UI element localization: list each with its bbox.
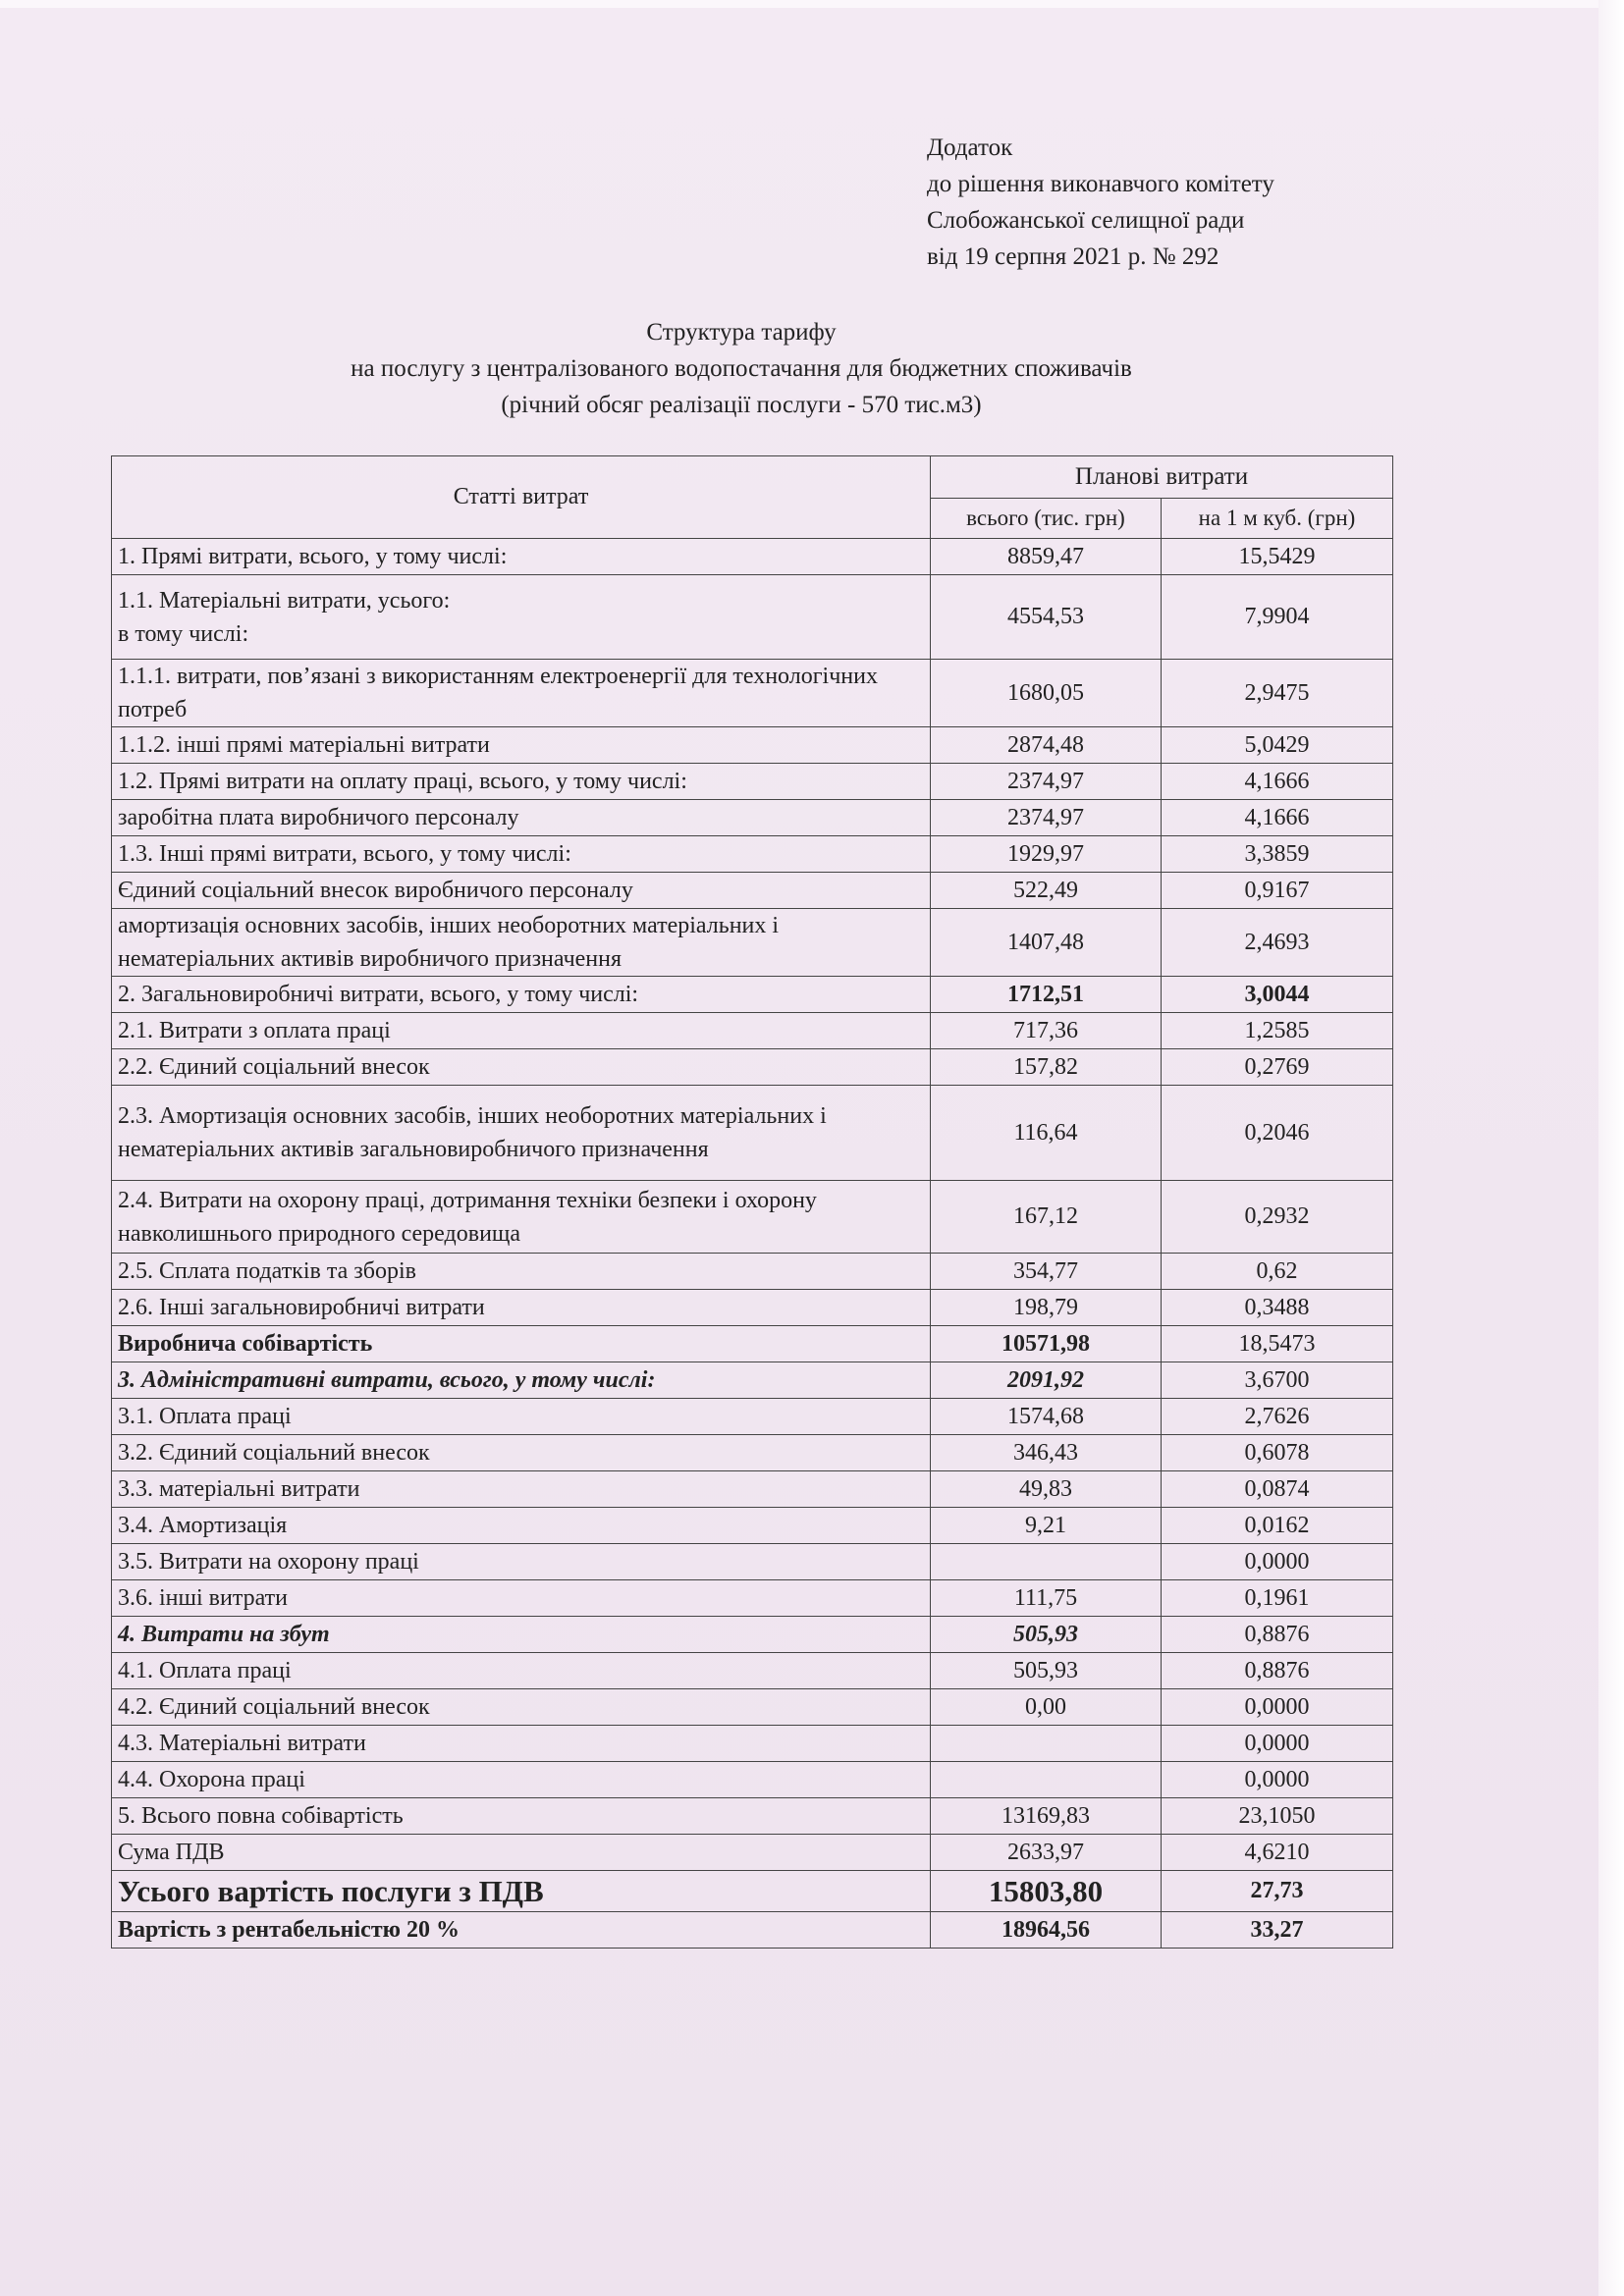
row-total: 198,79: [931, 1290, 1162, 1326]
table-row: [112, 1435, 1393, 1471]
row-total: 1680,05: [931, 660, 1162, 727]
row-label: 2.1. Витрати з оплата праці: [112, 1013, 931, 1049]
header-per-unit: на 1 м куб. (грн): [1162, 499, 1393, 539]
row-label: Вартість з рентабельністю 20 %: [112, 1912, 931, 1949]
row-per-unit: 2,4693: [1162, 909, 1393, 977]
table-row: [112, 977, 1393, 1013]
row-label: 3. Адміністративні витрати, всього, у тому числі:: [112, 1362, 931, 1399]
table-row: [112, 1689, 1393, 1726]
row-label: 1.2. Прямі витрати на оплату праці, всього, у тому числі:: [112, 764, 931, 800]
row-per-unit: 7,9904: [1162, 575, 1393, 660]
title-line-1: Структура тарифу: [646, 319, 837, 346]
row-per-unit: 0,2769: [1162, 1049, 1393, 1086]
row-total: 4554,53: [931, 575, 1162, 660]
row-label: 2.5. Сплата податків та зборів: [112, 1254, 931, 1290]
table-row: [112, 1871, 1393, 1912]
row-total: 10571,98: [931, 1326, 1162, 1362]
row-total: 346,43: [931, 1435, 1162, 1471]
row-total: 2091,92: [931, 1362, 1162, 1399]
row-label: 5. Всього повна собівартість: [112, 1798, 931, 1835]
table-row: [112, 1362, 1393, 1399]
tariff-structure-table: [111, 455, 1393, 1949]
row-per-unit: 3,6700: [1162, 1362, 1393, 1399]
row-per-unit: 2,7626: [1162, 1399, 1393, 1435]
row-label: 1.3. Інші прямі витрати, всього, у тому числі:: [112, 836, 931, 873]
table-row: [112, 836, 1393, 873]
row-label: 2.3. Амортизація основних засобів, інших необоротних матеріальних і нематеріальних активів загальновиробничого призначення: [112, 1086, 931, 1181]
table-row: [112, 660, 1393, 727]
row-total: 1407,48: [931, 909, 1162, 977]
table-row: [112, 1762, 1393, 1798]
table-row: [112, 1399, 1393, 1435]
row-total: 49,83: [931, 1471, 1162, 1508]
row-total: 157,82: [931, 1049, 1162, 1086]
table-row: [112, 1086, 1393, 1181]
table-row: [112, 1471, 1393, 1508]
title-line-3: (річний обсяг реалізації послуги - 570 тис.м3): [501, 392, 982, 418]
row-total: [931, 1726, 1162, 1762]
row-total: 8859,47: [931, 539, 1162, 575]
row-label: 2.6. Інші загальновиробничі витрати: [112, 1290, 931, 1326]
row-per-unit: 23,1050: [1162, 1798, 1393, 1835]
row-total: [931, 1544, 1162, 1580]
row-total: 1929,97: [931, 836, 1162, 873]
row-label: 3.4. Амортизація: [112, 1508, 931, 1544]
row-label: 4.3. Матеріальні витрати: [112, 1726, 931, 1762]
row-per-unit: 3,3859: [1162, 836, 1393, 873]
table-row: [112, 727, 1393, 764]
scan-edge-right: [1598, 0, 1624, 2296]
row-per-unit: 0,8876: [1162, 1653, 1393, 1689]
scan-edge-top: [0, 0, 1624, 8]
row-total: 505,93: [931, 1653, 1162, 1689]
table-row: [112, 1835, 1393, 1871]
row-per-unit: 15,5429: [1162, 539, 1393, 575]
row-total: 2633,97: [931, 1835, 1162, 1871]
row-total: [931, 1762, 1162, 1798]
row-per-unit: 0,1961: [1162, 1580, 1393, 1617]
appendix-line-2: до рішення виконавчого комітету: [927, 171, 1274, 197]
row-total: 13169,83: [931, 1798, 1162, 1835]
row-per-unit: 0,8876: [1162, 1617, 1393, 1653]
row-per-unit: 0,9167: [1162, 873, 1393, 909]
row-total: 1712,51: [931, 977, 1162, 1013]
row-label: 3.5. Витрати на охорону праці: [112, 1544, 931, 1580]
row-label: 1.1.2. інші прямі матеріальні витрати: [112, 727, 931, 764]
table-row: [112, 1013, 1393, 1049]
appendix-line-4: від 19 серпня 2021 р. № 292: [927, 243, 1219, 270]
row-label: заробітна плата виробничого персоналу: [112, 800, 931, 836]
row-label: Єдиний соціальний внесок виробничого персоналу: [112, 873, 931, 909]
table-row: [112, 1726, 1393, 1762]
row-per-unit: 4,1666: [1162, 800, 1393, 836]
row-label: 1.1.1. витрати, пов’язані з використанням електроенергії для технологічних потреб: [112, 660, 931, 727]
row-per-unit: 18,5473: [1162, 1326, 1393, 1362]
row-label: амортизація основних засобів, інших необоротних матеріальних і нематеріальних активів виробничого призначення: [112, 909, 931, 977]
row-total: 2874,48: [931, 727, 1162, 764]
table-row: [112, 873, 1393, 909]
table-row: [112, 1181, 1393, 1254]
row-per-unit: 2,9475: [1162, 660, 1393, 727]
header-planned-costs: Планові витрати: [931, 456, 1393, 499]
row-per-unit: 27,73: [1162, 1871, 1393, 1912]
table-body: [112, 539, 1393, 1949]
row-label: 3.1. Оплата праці: [112, 1399, 931, 1435]
header-total: всього (тис. грн): [931, 499, 1162, 539]
table-row: [112, 1049, 1393, 1086]
table-row: [112, 1617, 1393, 1653]
row-per-unit: 4,1666: [1162, 764, 1393, 800]
table-row: [112, 1580, 1393, 1617]
table-row: [112, 539, 1393, 575]
row-total: 15803,80: [931, 1871, 1162, 1912]
table-row: [112, 1912, 1393, 1949]
appendix-line-1: Додаток: [927, 134, 1013, 161]
row-label: 4.4. Охорона праці: [112, 1762, 931, 1798]
row-per-unit: 0,0000: [1162, 1726, 1393, 1762]
row-per-unit: 1,2585: [1162, 1013, 1393, 1049]
table-row: [112, 764, 1393, 800]
table-row: [112, 575, 1393, 660]
table-row: [112, 1544, 1393, 1580]
row-total: 2374,97: [931, 800, 1162, 836]
row-total: 354,77: [931, 1254, 1162, 1290]
row-total: 9,21: [931, 1508, 1162, 1544]
row-per-unit: 5,0429: [1162, 727, 1393, 764]
row-label: 1.1. Матеріальні витрати, усього: в тому числі:: [112, 575, 931, 660]
row-per-unit: 3,0044: [1162, 977, 1393, 1013]
row-total: 522,49: [931, 873, 1162, 909]
table-row: [112, 1508, 1393, 1544]
row-total: 167,12: [931, 1181, 1162, 1254]
row-per-unit: 33,27: [1162, 1912, 1393, 1949]
document-title: [226, 314, 1257, 423]
row-per-unit: 0,3488: [1162, 1290, 1393, 1326]
row-total: 111,75: [931, 1580, 1162, 1617]
appendix-header: [927, 130, 1274, 275]
row-total: 717,36: [931, 1013, 1162, 1049]
row-per-unit: 0,0162: [1162, 1508, 1393, 1544]
table-row: [112, 1290, 1393, 1326]
row-label: 2.4. Витрати на охорону праці, дотримання техніки безпеки і охорону навколишнього природного середовища: [112, 1181, 931, 1254]
row-label: 4. Витрати на збут: [112, 1617, 931, 1653]
row-per-unit: 4,6210: [1162, 1835, 1393, 1871]
row-per-unit: 0,6078: [1162, 1435, 1393, 1471]
table-row: [112, 1254, 1393, 1290]
row-label: 4.1. Оплата праці: [112, 1653, 931, 1689]
row-label: Усього вартість послуги з ПДВ: [112, 1871, 931, 1912]
row-per-unit: 0,0000: [1162, 1544, 1393, 1580]
row-label: 3.3. матеріальні витрати: [112, 1471, 931, 1508]
row-per-unit: 0,62: [1162, 1254, 1393, 1290]
table-row: [112, 800, 1393, 836]
row-total: 18964,56: [931, 1912, 1162, 1949]
row-per-unit: 0,0000: [1162, 1762, 1393, 1798]
row-total: 0,00: [931, 1689, 1162, 1726]
row-total: 2374,97: [931, 764, 1162, 800]
row-total: 505,93: [931, 1617, 1162, 1653]
row-per-unit: 0,2046: [1162, 1086, 1393, 1181]
row-label: 4.2. Єдиний соціальний внесок: [112, 1689, 931, 1726]
appendix-line-3: Слобожанської селищної ради: [927, 207, 1245, 234]
table-row: [112, 1326, 1393, 1362]
title-line-2: на послугу з централізованого водопостачання для бюджетних споживачів: [351, 355, 1132, 382]
row-label: 3.2. Єдиний соціальний внесок: [112, 1435, 931, 1471]
header-articles: Статті витрат: [112, 456, 931, 539]
row-per-unit: 0,2932: [1162, 1181, 1393, 1254]
row-label: Сума ПДВ: [112, 1835, 931, 1871]
row-total: 1574,68: [931, 1399, 1162, 1435]
row-label: 3.6. інші витрати: [112, 1580, 931, 1617]
table-row: [112, 1798, 1393, 1835]
row-total: 116,64: [931, 1086, 1162, 1181]
row-label: 1. Прямі витрати, всього, у тому числі:: [112, 539, 931, 575]
row-per-unit: 0,0874: [1162, 1471, 1393, 1508]
table-row: [112, 909, 1393, 977]
row-label: Виробнича собівартість: [112, 1326, 931, 1362]
row-label: 2.2. Єдиний соціальний внесок: [112, 1049, 931, 1086]
row-label: 2. Загальновиробничі витрати, всього, у тому числі:: [112, 977, 931, 1013]
table-row: [112, 1653, 1393, 1689]
row-per-unit: 0,0000: [1162, 1689, 1393, 1726]
